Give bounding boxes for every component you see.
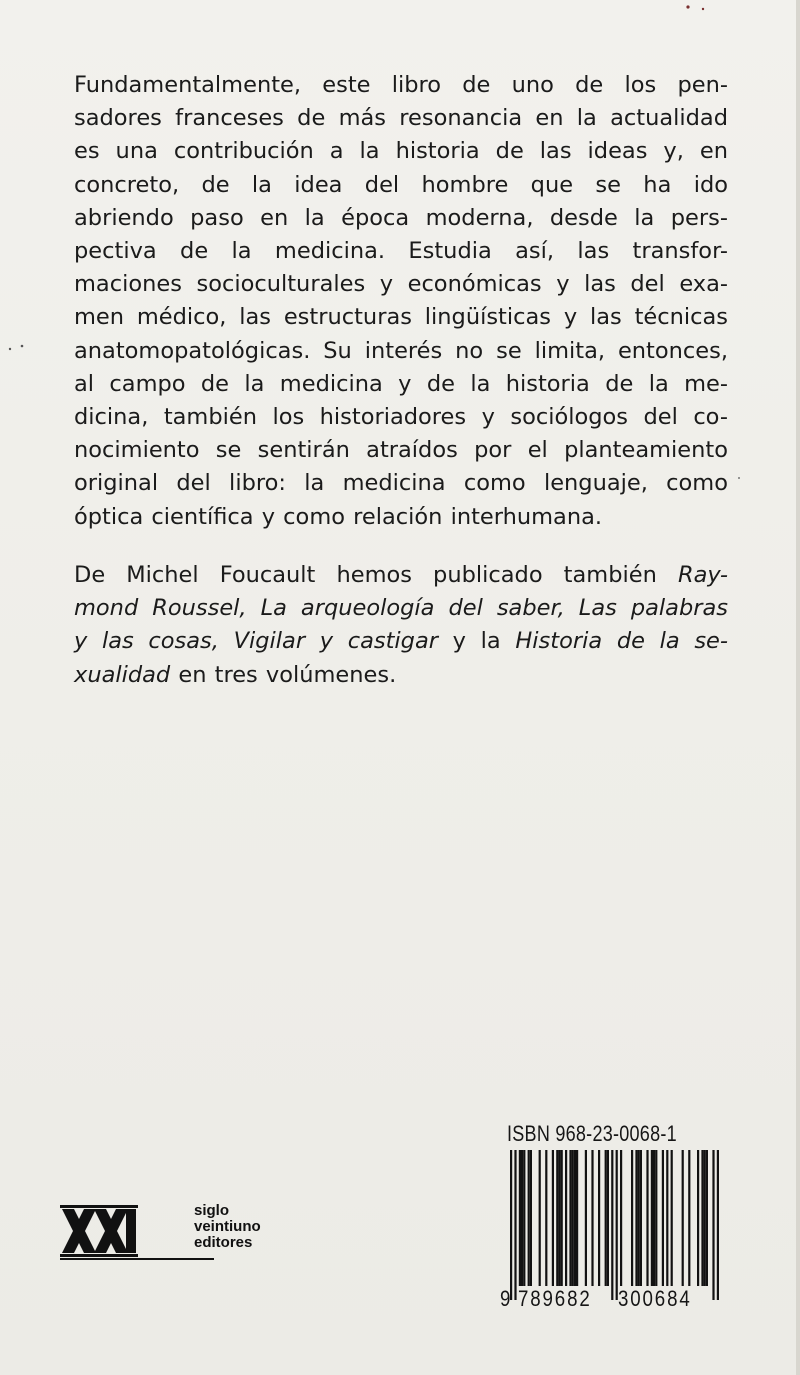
- text-line: concreto, de la idea del hombre que se ha ido: [74, 171, 728, 198]
- text-line: sadores franceses de más resonancia en la actualidad: [74, 105, 728, 132]
- logo-line-2: veintiuno: [194, 1218, 261, 1235]
- barcode-bar: [682, 1150, 684, 1286]
- logo-line-3: editores: [194, 1234, 253, 1251]
- barcode-bar: [706, 1150, 708, 1286]
- text-segment: De Michel Foucault hemos publicado también: [74, 562, 678, 588]
- text-line: [74, 659, 728, 692]
- barcode-bar: [585, 1150, 587, 1286]
- text-line: óptica científica y como relación interhumana.: [74, 503, 603, 530]
- barcode-bar: [605, 1150, 607, 1286]
- barcode-bar: [576, 1150, 578, 1286]
- text-line: [74, 559, 728, 592]
- barcode-bar: [523, 1150, 525, 1286]
- barcode-bar: [646, 1150, 648, 1286]
- barcode-group-1: 789682: [518, 1286, 592, 1311]
- other-works-paragraph: [74, 559, 728, 692]
- text-line: abriendo paso en la época moderna, desde la pers-: [74, 204, 728, 231]
- barcode-bar: [655, 1150, 657, 1286]
- text-line: [74, 625, 728, 658]
- barcode: [500, 1148, 730, 1318]
- barcode-bar: [688, 1150, 690, 1286]
- text-line: original del libro: la medicina como lenguaje, como: [74, 470, 728, 497]
- barcode-bar: [653, 1150, 655, 1286]
- barcode-bar: [591, 1150, 593, 1286]
- barcode-bar: [519, 1150, 521, 1286]
- barcode-lead-digit: 9: [500, 1286, 511, 1311]
- text-segment: en tres volúmenes.: [170, 661, 397, 688]
- barcode-bar: [572, 1150, 574, 1286]
- text-line: anatomopatológicas. Su interés no se limita, entonces,: [74, 337, 728, 364]
- text-line: al campo de la medicina y de la historia de la me-: [74, 370, 728, 397]
- barcode-bar: [616, 1150, 618, 1300]
- text-line: maciones socioculturales y económicas y las del exa-: [74, 271, 728, 298]
- publisher-logo: [60, 1202, 261, 1263]
- barcode-bar: [620, 1150, 622, 1286]
- barcode-bar: [638, 1150, 640, 1286]
- barcode-bar: [697, 1150, 699, 1286]
- barcode-bar: [671, 1150, 673, 1286]
- text-line: pectiva de la medicina. Estudia así, las transfor-: [74, 238, 728, 265]
- barcode-bar: [561, 1150, 563, 1286]
- description-paragraph: [74, 69, 728, 534]
- barcode-bar: [530, 1150, 532, 1286]
- barcode-bar: [556, 1150, 558, 1286]
- text-line: es una contribución a la historia de las ideas y, en: [74, 138, 728, 165]
- barcode-bar: [607, 1150, 609, 1286]
- book-title: mond Roussel, La arqueología del saber, Las palabras: [74, 595, 728, 622]
- barcode-bar: [666, 1150, 668, 1286]
- logo-underline: [60, 1258, 214, 1260]
- barcode-bar: [704, 1150, 706, 1286]
- barcode-group-2: 300684: [618, 1286, 692, 1311]
- barcode-bar: [510, 1150, 512, 1300]
- barcode-bar: [574, 1150, 576, 1286]
- barcode-bar: [701, 1150, 703, 1286]
- barcode-bar: [611, 1150, 613, 1300]
- text-segment: y la: [438, 628, 516, 655]
- barcode-bar: [569, 1150, 571, 1286]
- barcode-bar: [717, 1150, 719, 1300]
- barcode-bar: [552, 1150, 554, 1286]
- barcode-bar: [558, 1150, 560, 1286]
- text-line: dicina, también los historiadores y sociólogos del co-: [74, 404, 728, 431]
- barcode-bar: [712, 1150, 714, 1300]
- text-line: [74, 592, 728, 625]
- book-title: Ray-: [677, 562, 728, 588]
- barcode-bar: [640, 1150, 642, 1286]
- siglo-xxi-logo-icon: [60, 1205, 192, 1257]
- logo-line-1: siglo: [194, 1202, 230, 1219]
- book-title: Historia de la se-: [515, 628, 729, 655]
- text-line: Fundamentalmente, este libro de uno de los pen-: [74, 72, 728, 98]
- text-line: nocimiento se sentirán atraídos por el planteamiento: [74, 437, 728, 464]
- barcode-bar: [521, 1150, 523, 1286]
- isbn-label: ISBN 968-23-0068-1: [507, 1121, 677, 1146]
- book-title: xualidad: [74, 661, 171, 688]
- barcode-bar: [528, 1150, 530, 1286]
- barcode-bar: [565, 1150, 567, 1286]
- barcode-digits: [500, 1286, 730, 1316]
- barcode-bar: [631, 1150, 633, 1286]
- barcode-bar: [545, 1150, 547, 1286]
- barcode-bar: [514, 1150, 516, 1300]
- text-line: men médico, las estructuras lingüísticas y las técnicas: [74, 304, 728, 331]
- barcode-bar: [635, 1150, 637, 1286]
- barcode-bar: [539, 1150, 541, 1286]
- book-title: y las cosas, Vigilar y castigar: [74, 628, 438, 655]
- barcode-bar: [598, 1150, 600, 1286]
- barcode-bar: [651, 1150, 653, 1286]
- barcode-bar: [662, 1150, 664, 1286]
